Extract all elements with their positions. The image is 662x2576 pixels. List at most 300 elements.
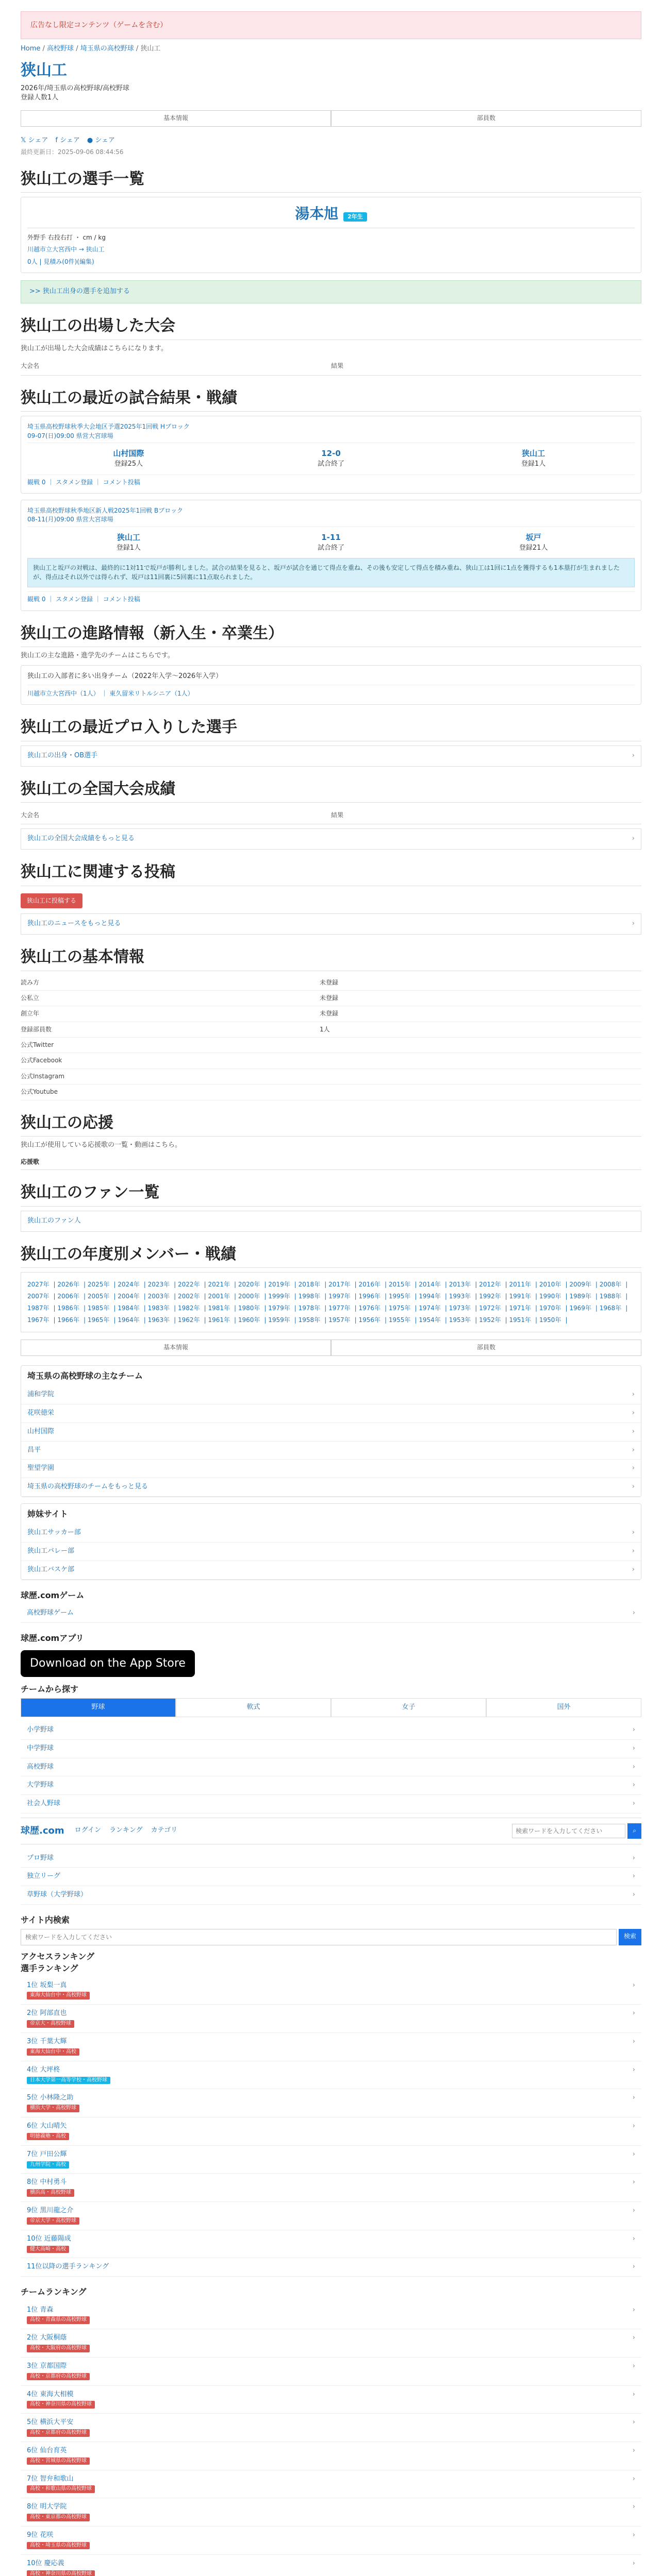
year-link[interactable]: 2015年 xyxy=(388,1281,411,1289)
chevron-right-icon: › xyxy=(632,2207,635,2215)
sister-site-link[interactable]: 狭山工バスケ部 › xyxy=(21,1561,641,1580)
chevron-right-icon: › xyxy=(632,751,635,759)
game-card-1[interactable] xyxy=(21,416,641,494)
find-category-link[interactable]: 中学野球 › xyxy=(21,1740,641,1758)
career-box xyxy=(21,665,641,705)
rank-name[interactable]: 8位 中村勇斗 xyxy=(27,2178,67,2187)
rank-tag: 高校・神奈川県の高校野球 xyxy=(27,2570,95,2576)
year-link[interactable]: 2026年 xyxy=(57,1281,79,1289)
rank-name[interactable]: 7位 智弁和歌山 xyxy=(27,2475,74,2483)
year-link[interactable]: 1994年 xyxy=(419,1293,441,1300)
breadcrumb: Home / 高校野球 / 埼玉県の高校野球 / 狭山工 xyxy=(21,45,161,53)
player-ranking-heading: 選手ランキング xyxy=(21,1963,78,1974)
player-rank-item[interactable] xyxy=(21,2033,641,2061)
year-link[interactable]: 1984年 xyxy=(118,1304,140,1312)
chevron-right-icon: › xyxy=(632,2094,635,2102)
game-score: 12-0 xyxy=(321,449,341,459)
support-label: 応援歌 xyxy=(21,1155,641,1170)
player-fans[interactable]: 0人 | 見積み(0件)(編集) xyxy=(27,258,94,265)
share-facebook[interactable]: f シェア xyxy=(55,136,80,144)
player-card xyxy=(21,197,641,273)
year-link[interactable]: 1972年 xyxy=(479,1304,501,1312)
year-link[interactable]: 1955年 xyxy=(388,1316,411,1324)
access-ranking-heading: アクセスランキング xyxy=(21,1952,95,1962)
chevron-right-icon: › xyxy=(632,2178,635,2187)
page-title: 狭山工 xyxy=(21,61,67,80)
year-link[interactable]: 2023年 xyxy=(147,1281,170,1289)
chevron-right-icon: › xyxy=(632,1446,635,1454)
search-icon[interactable]: ⌕ xyxy=(627,1823,641,1838)
year-link[interactable]: 1952年 xyxy=(479,1316,501,1324)
basic-row: 創立年 未登録 xyxy=(21,1006,641,1022)
chevron-right-icon: › xyxy=(632,2065,635,2074)
game-actions[interactable]: 観戦 0 ｜ スタメン登録 ｜ コメント投稿 xyxy=(27,591,635,604)
chevron-right-icon: › xyxy=(632,2446,635,2454)
promo-banner[interactable]: 広告なし限定コンテンツ（ゲームを含む） xyxy=(21,11,641,39)
year-link[interactable]: 1987年 xyxy=(27,1304,49,1312)
basic-row: 公式Facebook xyxy=(21,1053,641,1069)
game-title: 埼玉県高校野球秋季地区新人戦2025年1回戦 Bブロック xyxy=(27,507,183,515)
login-link[interactable]: ログイン xyxy=(74,1826,101,1835)
year-link[interactable]: 1962年 xyxy=(178,1316,200,1324)
tournaments-table-header: 大会名 結果 xyxy=(21,358,641,375)
chevron-right-icon: › xyxy=(632,1981,635,1989)
year-link[interactable]: 1953年 xyxy=(449,1316,471,1324)
team-ranking-heading: チームランキング xyxy=(21,2287,87,2297)
find-category-link[interactable]: プロ野球 › xyxy=(21,1850,641,1868)
rank-name[interactable]: 2位 阿部直也 xyxy=(27,2009,67,2018)
year-link[interactable]: 2018年 xyxy=(298,1281,321,1289)
fans-link[interactable]: 狭山工のファン人 xyxy=(21,1211,641,1232)
breadcrumb-hs[interactable]: 高校野球 xyxy=(47,45,74,53)
chevron-right-icon: › xyxy=(632,2306,635,2314)
year-link[interactable]: 1979年 xyxy=(268,1304,290,1312)
basic-row: 公式Twitter xyxy=(21,1038,641,1053)
rank-name[interactable]: 5位 小林隆之助 xyxy=(27,2094,74,2102)
year-link[interactable]: 2008年 xyxy=(599,1281,622,1289)
team-rank-item[interactable] xyxy=(21,2555,641,2576)
year-link[interactable]: 1963年 xyxy=(147,1316,170,1324)
rank-name[interactable]: 2位 大阪桐蔭 xyxy=(27,2334,67,2342)
chevron-right-icon: › xyxy=(632,1608,635,1617)
tab-overseas[interactable]: 国外 xyxy=(486,1698,641,1717)
chevron-right-icon: › xyxy=(632,2234,635,2243)
sister-sites: 姉妹サイト 狭山工サッカー部 › 狭山工バレー部 › 狭山工バスケ部 › xyxy=(21,1503,641,1580)
site-search-heading: サイト内検索 xyxy=(21,1915,70,1925)
year-link[interactable]: 1967年 xyxy=(27,1316,49,1324)
basic-heading: 狭山工の基本情報 xyxy=(21,946,641,971)
chevron-right-icon: › xyxy=(632,1409,635,1417)
scoreboard: 狭山工 登録1人 1-11 試合終了 坂戸 登録21人 xyxy=(27,532,635,553)
year-link[interactable]: 1980年 xyxy=(238,1304,260,1312)
player-rank-item[interactable] xyxy=(21,2230,641,2259)
game-date: 08-11(月)09:00 県営大宮球場 xyxy=(27,516,113,523)
chevron-right-icon: › xyxy=(632,2334,635,2342)
chevron-right-icon: › xyxy=(632,920,635,928)
rank-tag: 九州学院・高校 xyxy=(27,2161,69,2169)
player-rank-item[interactable] xyxy=(21,2117,641,2146)
player-rank-item[interactable] xyxy=(21,2146,641,2174)
rank-tag: 高校・東京都の高校野球 xyxy=(27,2514,90,2521)
recent-heading: 狭山工の最近の試合結果・戦績 xyxy=(21,387,641,412)
rank-name[interactable]: 6位 大山晴矢 xyxy=(27,2122,67,2130)
years-heading: 狭山工の年度別メンバー・戦績 xyxy=(21,1243,641,1268)
breadcrumb-pref[interactable]: 埼玉県の高校野球 xyxy=(80,45,134,53)
year-link[interactable]: 1981年 xyxy=(208,1304,230,1312)
basic-row: 公私立 未登録 xyxy=(21,991,641,1006)
year-link[interactable]: 1988年 xyxy=(599,1293,622,1300)
school-members: 登録人数1人 xyxy=(21,94,59,102)
year-link[interactable]: 1976年 xyxy=(358,1304,381,1312)
chevron-right-icon: › xyxy=(632,1781,635,1789)
national-more-link[interactable]: 狭山工の全国大会成績をもっと見る › xyxy=(21,828,641,850)
year-link[interactable]: 2019年 xyxy=(268,1281,290,1289)
player-rank-item[interactable] xyxy=(21,2202,641,2230)
rank-name[interactable]: 1位 青森 xyxy=(27,2306,54,2314)
player-rank-item[interactable] xyxy=(21,2061,641,2090)
year-link[interactable]: 1991年 xyxy=(509,1293,532,1300)
fans-heading: 狭山工のファン一覧 xyxy=(21,1181,641,1207)
chevron-right-icon: › xyxy=(632,1427,635,1435)
saitama-team-link[interactable]: 山村国際 › xyxy=(21,1423,641,1442)
year-link[interactable]: 2017年 xyxy=(328,1281,351,1289)
find-category-link[interactable]: 大学野球 › xyxy=(21,1776,641,1795)
team-rank-item[interactable] xyxy=(21,2329,641,2358)
rank-tag: 高校・和歌山県の高校野球 xyxy=(27,2485,95,2493)
year-link[interactable]: 2011年 xyxy=(509,1281,532,1289)
basic-row: 公式Youtube xyxy=(21,1084,641,1100)
year-link[interactable]: 1990年 xyxy=(539,1293,561,1300)
year-link[interactable]: 2014年 xyxy=(419,1281,441,1289)
find-tabs xyxy=(21,1698,641,1717)
away-team: 坂戸 xyxy=(525,532,541,542)
year-link[interactable]: 1993年 xyxy=(449,1293,471,1300)
sister-site-link[interactable]: 狭山工サッカー部 › xyxy=(21,1524,641,1543)
year-link[interactable]: 2013年 xyxy=(449,1281,471,1289)
chevron-right-icon: › xyxy=(632,2150,635,2158)
rank-tag: 健大高崎・高校 xyxy=(27,2246,69,2253)
games-heading: 球歴.comゲーム xyxy=(21,1590,85,1600)
team-rank-item[interactable] xyxy=(21,2470,641,2499)
rank-tag: 高校・青森県の高校野球 xyxy=(27,2316,90,2324)
player-rank-item[interactable] xyxy=(21,2089,641,2117)
tab-members[interactable]: 部員数 xyxy=(331,1340,641,1355)
career-box-title: 狭山工の入部者に多い出身チーム（2022年入学〜2026年入学） xyxy=(27,672,635,685)
year-link[interactable]: 1998年 xyxy=(298,1293,321,1300)
player-school-link[interactable]: 川越市立大宮西中 → 狭山工 xyxy=(27,246,105,253)
find-category-link[interactable]: 草野球（大学野球） › xyxy=(21,1886,641,1905)
chevron-right-icon: › xyxy=(632,2390,635,2398)
chevron-right-icon: › xyxy=(632,2263,635,2271)
rank-tag: 高校・埼玉県の高校野球 xyxy=(27,2542,90,2550)
rank-name[interactable]: 3位 京都国際 xyxy=(27,2362,67,2370)
year-link[interactable]: 1982年 xyxy=(178,1304,200,1312)
pro-heading: 狭山工の最近プロ入りした選手 xyxy=(21,716,641,741)
rank-tag: 高校・京都府の高校野球 xyxy=(27,2373,90,2381)
chevron-right-icon: › xyxy=(632,2037,635,2045)
year-link[interactable]: 1996年 xyxy=(358,1293,381,1300)
player-rank-item[interactable] xyxy=(21,2174,641,2202)
players-heading: 狭山工の選手一覧 xyxy=(21,168,641,193)
year-link[interactable]: 1959年 xyxy=(268,1316,290,1324)
site-logo[interactable]: 球歴.com xyxy=(21,1825,64,1836)
chevron-right-icon: › xyxy=(632,1744,635,1752)
pro-link[interactable]: 狭山工の出身・OB選手 › xyxy=(21,745,641,767)
rank-tag: 明徳義塾・高校 xyxy=(27,2133,69,2141)
chevron-right-icon: › xyxy=(632,2531,635,2539)
chevron-right-icon: › xyxy=(632,1390,635,1398)
tab-basic[interactable]: 基本情報 xyxy=(21,1340,331,1355)
year-link[interactable]: 1973年 xyxy=(449,1304,471,1312)
player-rank-item[interactable] xyxy=(21,2005,641,2033)
rank-tag: 横浜高・高校野球 xyxy=(27,2189,74,2197)
players-more-link[interactable]: 11位以降の選手ランキング › xyxy=(21,2258,641,2277)
tab-softball[interactable]: 軟式 xyxy=(176,1698,331,1717)
year-link[interactable]: 1986年 xyxy=(57,1304,79,1312)
team-rank-item[interactable] xyxy=(21,2414,641,2442)
year-link[interactable]: 1970年 xyxy=(539,1304,561,1312)
chevron-right-icon: › xyxy=(632,1529,635,1537)
year-link[interactable]: 1997年 xyxy=(328,1293,351,1300)
year-link[interactable]: 1965年 xyxy=(87,1316,110,1324)
year-link[interactable]: 1969年 xyxy=(569,1304,591,1312)
page xyxy=(21,0,641,2576)
team-rank-item[interactable] xyxy=(21,2386,641,2414)
game-actions[interactable]: 観戦 0 ｜ スタメン登録 ｜ コメント投稿 xyxy=(27,474,635,487)
chevron-right-icon: › xyxy=(632,2362,635,2370)
year-link[interactable]: 1978年 xyxy=(298,1304,321,1312)
post-button[interactable]: 狭山工に投稿する xyxy=(21,893,82,908)
saitama-team-link[interactable]: 埼玉県の高校野球のチームをもっと見る › xyxy=(21,1478,641,1497)
rank-name[interactable]: 10位 近藤陽成 xyxy=(27,2234,71,2243)
tournaments-heading: 狭山工の出場した大会 xyxy=(21,315,641,340)
year-link[interactable]: 1985年 xyxy=(87,1304,110,1312)
rank-tag: 帝京大学・高校野球 xyxy=(27,2217,79,2225)
rank-name[interactable]: 9位 花咲 xyxy=(27,2531,54,2539)
tournaments-note: 狭山工が出場した大会成績はこちらになります。 xyxy=(21,344,168,352)
year-link[interactable]: 1961年 xyxy=(208,1316,230,1324)
team-rank-item[interactable] xyxy=(21,2498,641,2527)
year-link[interactable]: 2004年 xyxy=(118,1293,140,1300)
find-category-link[interactable]: 独立リーグ › xyxy=(21,1868,641,1886)
chevron-right-icon: › xyxy=(632,1854,635,1862)
year-link[interactable]: 2003年 xyxy=(147,1293,170,1300)
share-row xyxy=(21,136,641,146)
last-updated: 最終更新日：2025-09-06 08:44:56 xyxy=(21,148,124,156)
year-link[interactable]: 2001年 xyxy=(208,1293,230,1300)
chevron-right-icon: › xyxy=(632,2475,635,2483)
tab-bar xyxy=(21,110,641,126)
tab-basic[interactable]: 基本情報 xyxy=(21,110,331,126)
sister-site-link[interactable]: 狭山工バレー部 › xyxy=(21,1543,641,1561)
year-link[interactable]: 1951年 xyxy=(509,1316,532,1324)
grade-badge: 2年生 xyxy=(343,212,367,222)
home-team: 山村国際 xyxy=(113,449,144,459)
year-link[interactable]: 2000年 xyxy=(238,1293,260,1300)
game-link[interactable]: 高校野球ゲーム › xyxy=(21,1604,641,1623)
year-link[interactable]: 2012年 xyxy=(479,1281,501,1289)
game-card-2[interactable] xyxy=(21,500,641,611)
year-link[interactable]: 1971年 xyxy=(509,1304,532,1312)
years-list: 2027年 | 2026年 | 2025年 | 2024年 | 2023年 | 2022年 | 2021年 | 2020年 | 2019年 | 2018年 | 2017年 | 2016年 | 2015年 | 2014年 | 2013年 | 2012年 | 2011年 | 2010年 | 2009年 | 2008年 | 2007年 | 2006年 | 2005年 | 2004年 | 2003年 | 2002年 | 2001年 | 2000年 | 1999年 | 1998年 | 1997年 | 1996年 | 1995年 | 1994年 | 1993年 | 1992年 | 1991年 | 1990年 | 1989年 | 1988年 | 1987年 | 1986年 | 1985年 | 1984年 | 1983年 | 1982年 | 1981年 | 1980年 | 1979年 | 1978年 | 1977年 | 1976年 | 1975年 | 1974年 | 1973年 | 1972年 | 1971年 | 1970年 | 1969年 | 1968年 | 1967年 | 1966年 | 1965年 | 1964年 | 1963年 | 1962年 | 1961年 | 1960年 | 1959年 | 1958年 | 1957年 | 1956年 | 1955年 | 1954年 | 1953年 | 1952年 | 1951年 | 1950年 | xyxy=(21,1272,641,1332)
basic-row: 公式Instagram xyxy=(21,1069,641,1084)
year-link[interactable]: 1989年 xyxy=(569,1293,591,1300)
year-link[interactable]: 1956年 xyxy=(358,1316,381,1324)
year-link[interactable]: 1983年 xyxy=(147,1304,170,1312)
year-link[interactable]: 1960年 xyxy=(238,1316,260,1324)
team-rank-item[interactable] xyxy=(21,2301,641,2330)
player-position: 外野手 右投右打 ・ cm / kg xyxy=(27,234,106,242)
player-name[interactable]: 湯本旭 2年生 xyxy=(27,204,635,228)
chevron-right-icon: › xyxy=(632,2122,635,2130)
breadcrumb-current: 狭山工 xyxy=(140,45,161,53)
add-player-button[interactable]: >> 狭山工出身の選手を追加する xyxy=(21,280,641,303)
site-search-input[interactable] xyxy=(21,1929,617,1945)
year-link[interactable]: 1966年 xyxy=(57,1316,79,1324)
year-link[interactable]: 2002年 xyxy=(178,1293,200,1300)
national-heading: 狭山工の全国大会成績 xyxy=(21,778,641,803)
year-link[interactable]: 2020年 xyxy=(238,1281,260,1289)
chevron-right-icon: › xyxy=(632,1891,635,1899)
saitama-team-link[interactable]: 浦和学院 › xyxy=(21,1386,641,1404)
rank-name[interactable]: 5位 横浜大平安 xyxy=(27,2418,74,2427)
ranking-link[interactable]: ランキング xyxy=(109,1826,143,1835)
year-link[interactable]: 2009年 xyxy=(569,1281,591,1289)
basic-table xyxy=(21,975,641,1100)
game-title: 埼玉県高校野球秋季大会地区予選2025年1回戦 Hブロック xyxy=(27,423,190,431)
breadcrumb-home[interactable]: Home xyxy=(21,45,41,53)
site-search-button[interactable]: 検索 xyxy=(619,1929,641,1945)
school-subtitle: 2026年/埼玉県の高校野球/高校野球 xyxy=(21,84,129,92)
rank-name[interactable]: 7位 戸田公輝 xyxy=(27,2150,67,2158)
rank-tag: 高校・京都府の高校野球 xyxy=(27,2429,90,2437)
tab-women[interactable]: 女子 xyxy=(331,1698,486,1717)
chevron-right-icon: › xyxy=(632,1800,635,1808)
year-link[interactable]: 2024年 xyxy=(118,1281,140,1289)
tab-baseball[interactable]: 野球 xyxy=(21,1698,176,1717)
rank-name[interactable]: 4位 東海大相模 xyxy=(27,2390,74,2398)
share-line[interactable]: ● シェア xyxy=(87,136,115,144)
game-summary: 狭山工と坂戸の対戦は、最終的に1対11で坂戸が勝利しました。試合の結果を見ると、坂戸が試合を通じて得点を重ね、その後も安定して得点を積み重ね、狭山工は1回に1点を獲得するも1本塁打が生まれましたが、得点はそれ以外では得られず、坂戸は11回裏に5回裏に11点取られました。 xyxy=(27,558,635,587)
tab-bar-bottom xyxy=(21,1340,641,1355)
app-heading: 球歴.comアプリ xyxy=(21,1633,84,1643)
rank-name[interactable]: 10位 慶応義 xyxy=(27,2559,64,2567)
chevron-right-icon: › xyxy=(632,2418,635,2427)
chevron-right-icon: › xyxy=(632,835,635,843)
find-heading: チームから探す xyxy=(21,1684,79,1694)
year-link[interactable]: 2006年 xyxy=(57,1293,79,1300)
nav-search-input[interactable] xyxy=(512,1824,625,1838)
chevron-right-icon: › xyxy=(632,1872,635,1880)
year-link[interactable]: 2005年 xyxy=(87,1293,110,1300)
chevron-right-icon: › xyxy=(632,1725,635,1734)
saitama-team-link[interactable]: 花咲徳栄 › xyxy=(21,1404,641,1423)
app-store-button[interactable]: Download on the App Store xyxy=(21,1650,195,1677)
year-link[interactable]: 1974年 xyxy=(419,1304,441,1312)
site-search xyxy=(21,1929,641,1945)
game-date: 09-07(日)09:00 県営大宮球場 xyxy=(27,432,113,439)
year-link[interactable]: 1977年 xyxy=(328,1304,351,1312)
news-more-link[interactable]: 狭山工のニュースをもっと見る › xyxy=(21,913,641,935)
away-team: 狭山工 xyxy=(522,449,545,459)
year-link[interactable]: 2010年 xyxy=(539,1281,561,1289)
basic-row: 読み方 未登録 xyxy=(21,975,641,991)
team-rank-item[interactable] xyxy=(21,2358,641,2386)
year-link[interactable]: 1950年 xyxy=(539,1316,561,1324)
rank-name[interactable]: 6位 仙台育英 xyxy=(27,2446,67,2454)
year-link[interactable]: 2025年 xyxy=(87,1281,110,1289)
chevron-right-icon: › xyxy=(632,2559,635,2567)
find-category-link[interactable]: 高校野球 › xyxy=(21,1758,641,1777)
team-rank-item[interactable] xyxy=(21,2442,641,2470)
rank-name[interactable]: 3位 千葉大輝 xyxy=(27,2037,67,2045)
player-rank-item[interactable] xyxy=(21,1977,641,2005)
year-link[interactable]: 2007年 xyxy=(27,1293,49,1300)
year-link[interactable]: 1954年 xyxy=(419,1316,441,1324)
year-link[interactable]: 1975年 xyxy=(388,1304,411,1312)
chevron-right-icon: › xyxy=(632,1762,635,1771)
year-link[interactable]: 2021年 xyxy=(208,1281,230,1289)
rank-tag: 高校・大阪府の高校野球 xyxy=(27,2345,90,2352)
career-heading: 狭山工の進路情報（新入生・卒業生） xyxy=(21,622,641,648)
category-link[interactable]: カテゴリ xyxy=(151,1826,178,1835)
career-teams[interactable]: 川越市立大宮西中（1人） ｜ 東久留米リトルシニア（1人） xyxy=(27,689,194,697)
year-link[interactable]: 1964年 xyxy=(118,1316,140,1324)
find-category-link[interactable]: 社会人野球 › xyxy=(21,1795,641,1814)
rank-tag: 東海大仙台中・高校野球 xyxy=(27,1992,90,1999)
home-team: 狭山工 xyxy=(117,532,140,542)
team-rank-item[interactable] xyxy=(21,2527,641,2555)
rank-tag: 高校・宮城県の高校野球 xyxy=(27,2458,90,2465)
saitama-teams: 埼玉県の高校野球の主なチーム 浦和学院 › 花咲徳栄 › 山村国際 › 昌平 › 聖望学園 › 埼玉県の高校野球のチームをもっと見る › xyxy=(21,1365,641,1497)
year-link[interactable]: 1968年 xyxy=(599,1304,622,1312)
rank-name[interactable]: 4位 大坪柊 xyxy=(27,2065,60,2074)
rank-tag: 日本大学第一高等学校・高校野球 xyxy=(27,2077,110,2084)
year-link[interactable]: 1992年 xyxy=(479,1293,501,1300)
year-link[interactable]: 1995年 xyxy=(388,1293,411,1300)
year-link[interactable]: 1999年 xyxy=(268,1293,290,1300)
saitama-team-link[interactable]: 聖望学園 › xyxy=(21,1460,641,1478)
support-note: 狭山工が使用している応援歌の一覧・動画はこちら。 xyxy=(21,1141,182,1149)
rank-tag: 高校・神奈川県の高校野球 xyxy=(27,2401,95,2409)
tab-members[interactable]: 部員数 xyxy=(331,110,641,126)
posts-heading: 狭山工に関連する投稿 xyxy=(21,861,641,886)
year-link[interactable]: 2027年 xyxy=(27,1281,49,1289)
year-link[interactable]: 2022年 xyxy=(178,1281,200,1289)
rank-tag: 横浜大学・高校野球 xyxy=(27,2105,79,2112)
find-category-link[interactable]: 小学野球 › xyxy=(21,1721,641,1740)
year-link[interactable]: 2016年 xyxy=(358,1281,381,1289)
chevron-right-icon: › xyxy=(632,2009,635,2018)
rank-tag: 東海大仙台中・高校 xyxy=(27,2048,79,2056)
rank-name[interactable]: 1位 坂梨一真 xyxy=(27,1981,67,1989)
top-nav xyxy=(21,1818,641,1844)
game-score: 1-11 xyxy=(321,532,341,542)
rank-name[interactable]: 8位 明大学院 xyxy=(27,2503,67,2511)
chevron-right-icon: › xyxy=(632,2503,635,2511)
chevron-right-icon: › xyxy=(632,1483,635,1491)
chevron-right-icon: › xyxy=(632,1464,635,1472)
career-note: 狭山工の主な進路・進学先のチームはこちらです。 xyxy=(21,652,174,660)
scoreboard: 山村国際 登録25人 12-0 試合終了 狭山工 登録1人 xyxy=(27,448,635,469)
year-link[interactable]: 1958年 xyxy=(298,1316,321,1324)
rank-tag: 帝京大・高校野球 xyxy=(27,2020,74,2028)
share-x[interactable]: 𝕏 シェア xyxy=(21,136,48,144)
basic-row: 登録部員数 1人 xyxy=(21,1022,641,1038)
rank-name[interactable]: 9位 黒川龍之介 xyxy=(27,2207,74,2215)
saitama-team-link[interactable]: 昌平 › xyxy=(21,1442,641,1460)
year-link[interactable]: 1957年 xyxy=(328,1316,351,1324)
